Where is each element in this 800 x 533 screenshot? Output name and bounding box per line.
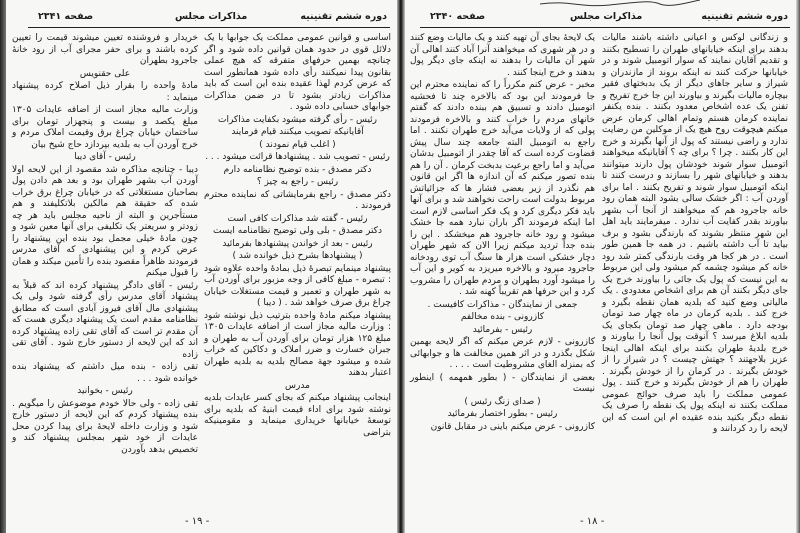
text-line: رئیس - رأی گرفته میشود بکفایت مذاکرات (217, 114, 378, 125)
text-line: جاهای دیگر از یک بدبختهای فقیر بیچاره مالیات (602, 79, 788, 101)
text-line: برای اینکه خیابانهای طهران را تسطیح بکنند و تقدیم آقایان (602, 44, 788, 66)
text-line: اشخاص معدود بکنند . بنده یکنفر نماینده کرمان هستم (602, 102, 788, 124)
running-title: مذاکرات مجلس (570, 11, 643, 22)
paragraph (12, 281, 198, 362)
text-line: اولا آوردن آب بشهر طهران بود و بعد هم دادن پول (12, 164, 198, 186)
text-line: نوشته شود برای اداء قیمت ابنیهٔ که بلدیه برای (204, 404, 391, 415)
text-line: صد تومان بکجای یک بلدیه ابلاغ میرسد ؟ آنوقت پول (602, 320, 788, 342)
text-line: شود همانطور است که عرض کردم لهذا عقیده بنده این (204, 67, 391, 89)
paragraph (410, 422, 595, 434)
text-line: بعضی از نمایندگان - ( بطور همهمه ) اینطور نیست (410, 372, 595, 394)
centered-line (204, 251, 391, 263)
text-line: ( پیشنهادها بشرح ذیل خوانده شد ) (232, 251, 363, 261)
centered-line (12, 69, 198, 81)
centered-line (204, 381, 391, 393)
text-line: دیبا - چنانچه مذاکره شد مقصود از این لایحه (27, 164, 198, 175)
text-line: وزارت مالیه مجاز است از اضافه عایدات ۱۳۰۵ (204, 322, 385, 332)
header-rule (420, 27, 790, 28)
text-line: ولایات می‌آید خرج طهران نکنند . اما راجع به اتومبیل (410, 126, 595, 148)
text-line: که حقیقة هم مالکین بلاتکلیفند و هم مستأجرین و (12, 199, 198, 221)
text-line: رئیس - بطور اختصار بفرمائید (447, 409, 558, 419)
text-line: و رود خانه جاجرود هم میخشکد . این را بنده جداً (410, 229, 595, 251)
text-column-left (410, 33, 595, 434)
paragraph (602, 33, 788, 436)
text-line: خیابان چراغ برق وقیمت املاک مردم و خرج آوردن (12, 128, 198, 150)
page-number-header: صفحه ۲۳۴۱ (38, 11, 94, 22)
text-line: آن شهر آن مالیات را بدهند نه اینکه جای دیگر پول (410, 44, 595, 66)
text-line: رئیس - راجع به چیز ؟ (256, 177, 339, 187)
text-line: مبلغ یکصد و بیست و پنجهزار تومان برای ساختمان (12, 116, 198, 138)
text-line: آب بشهر بیاورند بقدر کفایت آب ندارد . میفرمایند (602, 205, 788, 227)
text-line: و در هر شهری که میخواهند آنرا آباد کنند اهالی (422, 44, 595, 55)
text-line: چقدر از اتومبیل بدشان می‌آید و اما راجع برعیت (410, 149, 595, 171)
scan-mark (540, 0, 700, 8)
text-line: رئیس - بفرمائید (472, 324, 533, 335)
text-line: پیشنهاد مینمایم تبصرهٔ ذیل بمادهٔ واحده علاوه شود : (204, 263, 391, 285)
text-line: بنده عقیده ام این است که این لایحه را رد کردانند و (602, 412, 788, 434)
text-line: وزارت مالیه مجاز است از اضافه عایدات ۱۳۰۵ (12, 105, 198, 115)
text-line: مینماید : (166, 92, 198, 103)
text-line: یک جائی را بیاورند خرج یک جای دیگر بکنند آن (602, 274, 788, 296)
page-number-header: صفحه ۲۳۴۰ (430, 11, 486, 22)
text-line: بود بنده این پیشنهاد را عرض کردم و این پیشنهادی که (12, 233, 198, 255)
text-line: کازرونی - عرض میکنم باینی در مقابل قانون (430, 421, 595, 432)
text-line: بدبخت کرمان . آن را هم بنده تصور میکنم که آن اندازه (410, 160, 595, 182)
centered-line (410, 300, 595, 312)
text-line: ( صدای زنگ رئیس ) (464, 396, 541, 407)
left-page (0, 0, 397, 533)
text-line: اما اینکه فرمودند اگر باران نبارد همه جا خشک میشود (410, 218, 595, 240)
centered-line (204, 152, 391, 164)
text-line: بگیرند و بیاورند این جا خرج تفریح و تفنن یک عده (602, 90, 788, 112)
text-line: خود شهر بمجلس پیشنهاد کند و تخصیص بدهد بآوردن (12, 433, 198, 455)
text-line: آنجا را بیاورند و خرج بلدیهٔ طهران بکنند برای اینکه (602, 332, 788, 354)
text-line: آقای مدرس رأی گرفته شود ولی یک پیشنهادی مال (12, 292, 198, 314)
text-line: ( اغلب قیام نمودند ) (259, 139, 336, 150)
text-line: آقای فیروز آبادی است که مطابق نظامنامه مقدم است (12, 303, 198, 325)
text-line: آقایانیکه میخواهند اتومبیل سوار شوند خودشان پول (602, 148, 788, 170)
paragraph (410, 80, 595, 299)
text-column-right (602, 33, 788, 437)
paragraph (12, 399, 198, 457)
paragraph (12, 165, 198, 280)
text-line: خریدار و فروشنده تعیین میشوند قیمت را تعیین کرده (12, 33, 198, 55)
text-line: مملکت را باید صرف حوائج عمومی مملکت بکنند نه (602, 389, 788, 411)
text-line: اساسی و قوانین عمومی مملکت یک جوابها با یک دلائل (204, 33, 391, 55)
text-line: مذاکرات جوابهای حسابی داده شود . (204, 90, 391, 112)
centered-line (12, 386, 198, 398)
centered-line (204, 214, 391, 226)
text-line: دکتر مصدق - راجع بفرمایشاتی که نماینده محترم (204, 189, 391, 200)
text-line: آنها باید فکر دیگری کرد و یک فکر اساسی لازم است (410, 195, 595, 217)
text-line: چشمه کم میشود ولی این مربوط به این نیست که پول (602, 263, 788, 285)
page-number-footer: - ۱۹ - (185, 516, 210, 527)
text-line: وتمام اهالی کرمان عرض میکنم هیچوقت روح هیچ (602, 113, 788, 135)
text-line: این جا فرمودند این بود که بالاخره چند تا فحشیه (410, 80, 595, 102)
text-line: تبصره - مبلغ کافی از وجه مزبور برای آوردن آب به (204, 275, 391, 297)
centered-line (204, 127, 391, 139)
paragraph (204, 190, 391, 213)
text-line: مبلغ ۱۲۵ هزار تومان برای آوردن آب به طهران و (204, 333, 392, 344)
right-page (405, 0, 800, 533)
paragraph (204, 393, 391, 439)
paragraph (12, 33, 198, 68)
text-line: همان را قبول میکنم (12, 256, 198, 278)
text-line: در ماه چهار صد تومان بودجه دارد . ماهی چهار (602, 309, 788, 331)
text-line: شهر طهران و تعمیر و قیمت مستغلات خیابان چراغ برق (204, 286, 391, 308)
running-title: مذاکرات مجلس (175, 11, 248, 22)
text-line: دکتر مصدق - بلی ولی توضیح نظامنامه ایست (213, 226, 382, 236)
paragraph (12, 105, 198, 151)
text-line: آقای مدرس فرمودند ظاهراً مقصود بنده را تأمین میکند و (12, 245, 198, 267)
text-line: هزار ها سنگ آب توی رودخانه جاجرود میرود و بالاخره (410, 252, 595, 274)
text-line: است که باید مذاکرات زیادتر بشود تا در ضمن (204, 79, 391, 101)
text-line: البته از ناحیه مجلس باید هر چه زودتر و سریعتر یک (12, 210, 198, 232)
text-line: یک لایحهٔ بجای آن تهیه کنند و یک مالیات وضع کنند (410, 33, 595, 43)
text-line: تقی زاده - بنده میل داشتم که پیشنهاد بنده خوانده (12, 362, 198, 384)
text-line: پیشنهاد میکنم مادهٔ واحده بترتیب ذیل نوشته شود : (204, 310, 391, 332)
centered-line (410, 325, 595, 337)
text-line: درست کنند تا اینکه اتومبیل سوار شوند و تفریح (602, 171, 788, 193)
text-column-left (12, 33, 198, 457)
text-line: آقایانیکه تصویب میکنند قیام فرمایند (231, 127, 364, 137)
text-line: آب به بلدیه بپردازد حاج شیخ بیان (31, 139, 155, 150)
paragraph (410, 33, 595, 79)
centered-line (204, 140, 391, 152)
text-line: حرفهای متفرقه که هیچ عملی بقانون پیدا نمیکنند رأی داده (204, 56, 391, 78)
centered-line (204, 226, 391, 238)
centered-line (410, 409, 595, 421)
session-label: دوره ششم تقنینیه (701, 11, 788, 22)
text-line: دارند میتوانند بدهند و خیابانهای شهر را بسازند و (602, 159, 788, 181)
text-line: شود . . . (137, 373, 171, 384)
text-line: البته جامعه چند سال پیش قضاوت کرده است که آقا (410, 137, 595, 159)
text-line: میریزد به کویر و این آب را میشود آورد بطهران (410, 264, 595, 286)
paragraph (204, 33, 391, 114)
text-line: کازرونی - لازم عرض میکنم که اگر لایحه بهمین شکل بگذرد (410, 337, 595, 359)
page-number-footer: - ۱۸ - (580, 516, 605, 527)
text-line: دستور خارج شود . آقای تقی زاده (12, 338, 198, 360)
text-line: تقی زاده - ولی حالا خودم موضوعش را میگویم . (12, 398, 198, 409)
text-line: یک از موکلین من رضایت ندارد و راضی نیستند که پول (602, 125, 788, 147)
text-line: یک پیشنهاد دیگری هست که آن مقدم تر است که (12, 315, 198, 337)
binding-shadow (796, 0, 800, 533)
text-line: البته همان رود خانه جاجرود هم که میخواهند از آنجا (602, 194, 788, 216)
text-line: بدهند و خرج اینجا کنند . (507, 67, 595, 78)
paragraph (12, 81, 198, 104)
text-line: بکنند . اما برای آوردن آب : اگر خشک سالی بشود (602, 182, 788, 204)
text-line: بنده پیشنهاد کردم که این لایحه از دستور خارج شود (12, 410, 198, 432)
text-line: باید اهل این شهر منتظر بشوند که بارندگی بشود و برف (602, 217, 788, 239)
text-line: ها اگر این قانون هم نگذرد از زیر بعضی فشار ها که (410, 172, 595, 194)
text-line: اتومبیل دادند و تسبیق هم ببنده دادند که گفتم خانهای (410, 103, 595, 125)
centered-line (204, 239, 391, 251)
text-line: بلدیه همان نقطه بگیرد و خرج کند . بلدیه کرمان (602, 297, 788, 319)
text-line: فرمودند . (355, 201, 391, 211)
text-line: رئیس - تصویب شد . پیشنهادها قرائت میشود . . . (205, 152, 390, 162)
text-line: علی حقنویس (79, 68, 131, 79)
text-line: نمایند که سوار اتومبیل شوند و در خیابانها حرکت (602, 56, 788, 78)
text-line: در هر کجا هر وقت بارندگی کمتر شد رود خانه کم میشود (602, 251, 788, 273)
paragraph (12, 362, 198, 385)
text-line: و مردم طهران را مشروب کرد و این حرفها هم تقریباً (410, 275, 595, 297)
text-line: را هم از خودش بگیرند و خرج کنند . پول عمومی (602, 378, 788, 400)
text-line: رئیس - گفته شد مذاکرات کافی است (227, 213, 368, 224)
text-line: مردم را خراب کنند و بالاخره فرمودند پولی که از (410, 114, 595, 136)
text-line: کنند نه اینکه بروند از مازندران و شیراز و سایر (602, 67, 788, 89)
text-line: آقای تقی زاده پیشنهاد کرده اند که این لایحه از (12, 326, 198, 348)
text-line: جمعی از نمایندگان - مذاکرات کافیست . (427, 299, 578, 310)
text-line: مخبر - عرض کنم مکرراً را که نماینده محترم (425, 80, 595, 90)
centered-line (204, 115, 391, 127)
paragraph (204, 264, 391, 310)
centered-line (204, 177, 391, 189)
text-line: هم برای اشخاص معدودی . یک مالیاتی وضع کنید که (602, 286, 788, 308)
text-line: مادهٔ واحده را بقرار ذیل اصلاح کرده پیشنهاد (12, 81, 198, 91)
text-line: توسعهٔ خیابانها خریداری مینماید و مقومینیکه بتراضی (204, 416, 391, 438)
paragraph (410, 373, 595, 396)
binding-shadow (0, 0, 6, 533)
text-line: و در اثر همین مخالفت ها و جوابهائی که بمنزله الغای (410, 348, 595, 370)
text-line: رئیس - آقای دیبا (74, 152, 136, 162)
text-line: مدرس (285, 380, 310, 391)
text-line: رئیس - آقای دادگر پیشنهاد کرده اند که قبلاً به پیشنهاد (12, 280, 198, 302)
centered-line (410, 312, 595, 324)
book-gutter (397, 0, 405, 533)
text-line: باشند و برای حفر مجرای آب از رود خانهٔ جاجرود بطهران (12, 44, 198, 66)
paragraph (410, 337, 595, 372)
text-line: و وزارت داخله لایحهٔ برای پیدا کردن محل عایدات از (12, 421, 198, 443)
text-line: بیاید تا آب داشته باشیم . در همه جا همین طور است . (602, 240, 788, 262)
text-line: جزائیاتش مربوط بدولت است راحت نخواهند شد و برای (410, 183, 595, 205)
text-column-right (204, 33, 391, 440)
text-line: کهنه شد . (459, 287, 496, 297)
text-line: از آنها بگیرند و خرج این کار بکنند . چرا ؟ برای چه ؟ (602, 136, 788, 158)
text-line: اینکه پول یک نقطه را صرف یک نقطه دیگر بکنید (602, 401, 788, 423)
text-line: قوی در حدود همان قوانین داده شود و اگر چنانچه بهمین (204, 44, 391, 66)
text-line: و زندگانی لوکس و اعیانی داشته باشند مالیات بدهند (602, 33, 788, 55)
centered-line (12, 152, 198, 164)
centered-line (204, 165, 391, 177)
text-line: رئیس - بخوانید (77, 386, 133, 396)
text-line: صرف خواهد شد . ( دیبا ) (257, 298, 353, 308)
centered-line (410, 397, 595, 409)
text-line: رئیس - بعد از خواندن پیشنهادها بفرمائید (222, 238, 373, 249)
text-line: اهالی اینجا عزیز بلاجهتند ؟ جهتش چیست ؟ در شیراز را (602, 343, 788, 365)
text-line: دکتر مصدق - بنده توضیح نظامنامه دارم (223, 164, 372, 175)
header-rule (28, 27, 390, 28)
text-line: تکلیفی برای آنها معین شود و چون مادهٔ خیلی مجمل (12, 222, 198, 244)
text-line: اینجانب پیشنهاد میکنم که بجای کسر عایدات بلدیه (204, 393, 391, 403)
text-line: از خودش بگیرند . در کرمان را از خودش بگیرند . طهران (602, 355, 788, 388)
text-line: و میشود جهة مصالح بلدیه به بلدیه طهران اعتبار بدهند (204, 356, 391, 378)
text-line: تردید میکنم زیرا الان که شهر طهران دچار خشکی است (410, 241, 595, 263)
text-line: کازرونی - بنده مخالفم (460, 312, 545, 322)
text-line: جبران خسارت و ضرر املاک و دکاکین که خراب شده (204, 345, 391, 367)
text-line: بصاحبان مستغلاتی که در خیابان چراغ برق خراب شده (12, 187, 198, 209)
session-label: دوره ششم تقنینیه (300, 11, 387, 22)
text-line: مشروطیت است . . . . (449, 360, 535, 370)
paragraph (204, 311, 391, 380)
